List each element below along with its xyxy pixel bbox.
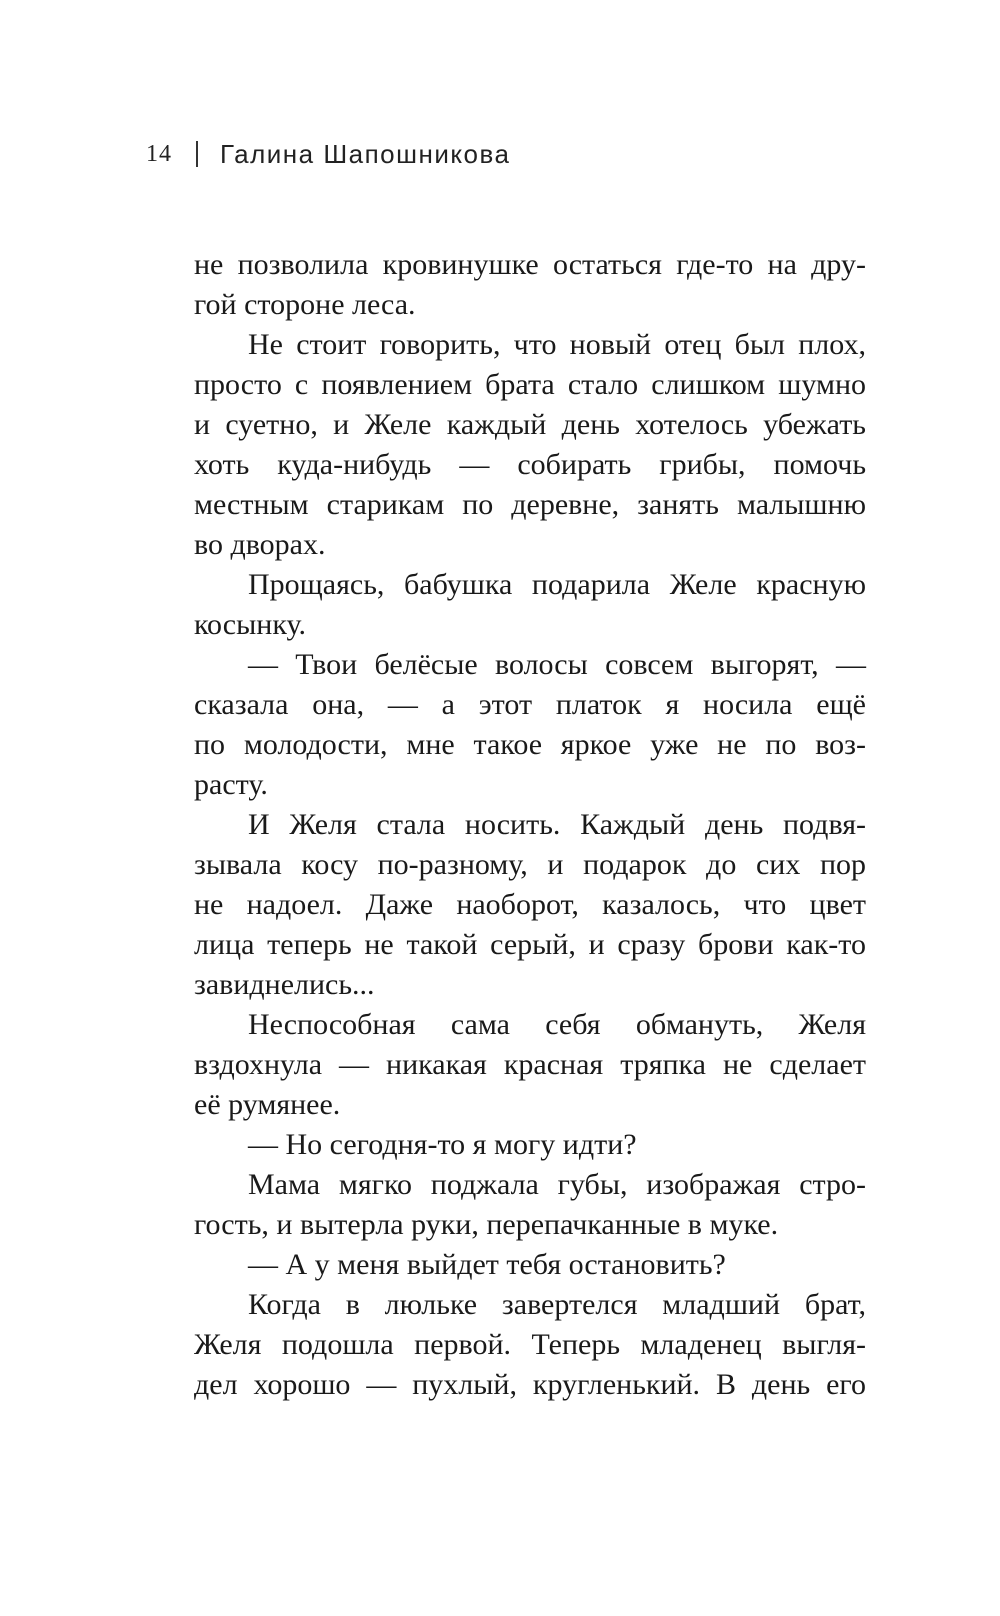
text-line: зывала косу по-разному, и подарок до сих пор — [194, 848, 866, 881]
page-number: 14 — [146, 140, 172, 167]
text-line: её румянее. — [194, 1088, 341, 1121]
text-line: Когда в люльке завертелся младший брат, — [248, 1288, 866, 1321]
text-line: не надоел. Даже наоборот, казалось, что цвет — [194, 888, 866, 921]
text-line: — А у меня выйдет тебя остановить? — [248, 1248, 726, 1281]
text-line: сказала она, — а этот платок я носила ещё — [194, 688, 866, 721]
text-line: расту. — [194, 768, 268, 801]
text-line: местным старикам по деревне, занять малышню — [194, 488, 866, 521]
text-line: — Твои белёсые волосы совсем выгорят, — — [248, 648, 866, 681]
text-line: дел хорошо — пухлый, кругленький. В день его — [194, 1368, 866, 1401]
text-line: гость, и вытерла руки, перепачканные в муке. — [194, 1208, 779, 1241]
text-line: и суетно, и Желе каждый день хотелось убежать — [194, 408, 866, 441]
text-line: Прощаясь, бабушка подарила Желе красную — [248, 568, 866, 601]
text-line: завиднелись... — [194, 968, 375, 1001]
text-line: не позволила кровинушке остаться где-то на дру- — [194, 248, 866, 281]
body-text — [194, 245, 866, 1405]
text-line: по молодости, мне такое яркое уже не по воз- — [194, 728, 866, 761]
text-line: гой стороне леса. — [194, 288, 416, 321]
header-divider — [196, 141, 198, 167]
text-line: просто с появлением брата стало слишком шумно — [194, 368, 866, 401]
text-line: лица теперь не такой серый, и сразу брови как-то — [194, 928, 866, 961]
text-line: И Желя стала носить. Каждый день подвя- — [248, 808, 866, 841]
author-name: Галина Шапошникова — [220, 138, 511, 169]
text-line: вздохнула — никакая красная тряпка не сделает — [194, 1048, 866, 1081]
text-line: Желя подошла первой. Теперь младенец выгля- — [194, 1328, 866, 1361]
text-line: — Но сегодня-то я могу идти? — [248, 1128, 637, 1161]
text-line: Неспособная сама себя обмануть, Желя — [248, 1008, 866, 1041]
text-line: Не стоит говорить, что новый отец был плох, — [248, 328, 866, 361]
text-line: Мама мягко поджала губы, изображая стро- — [248, 1168, 866, 1201]
text-line: во дворах. — [194, 528, 326, 561]
text-line: хоть куда-нибудь — собирать грибы, помочь — [194, 448, 866, 481]
running-head — [146, 134, 511, 174]
text-line: косынку. — [194, 608, 306, 641]
